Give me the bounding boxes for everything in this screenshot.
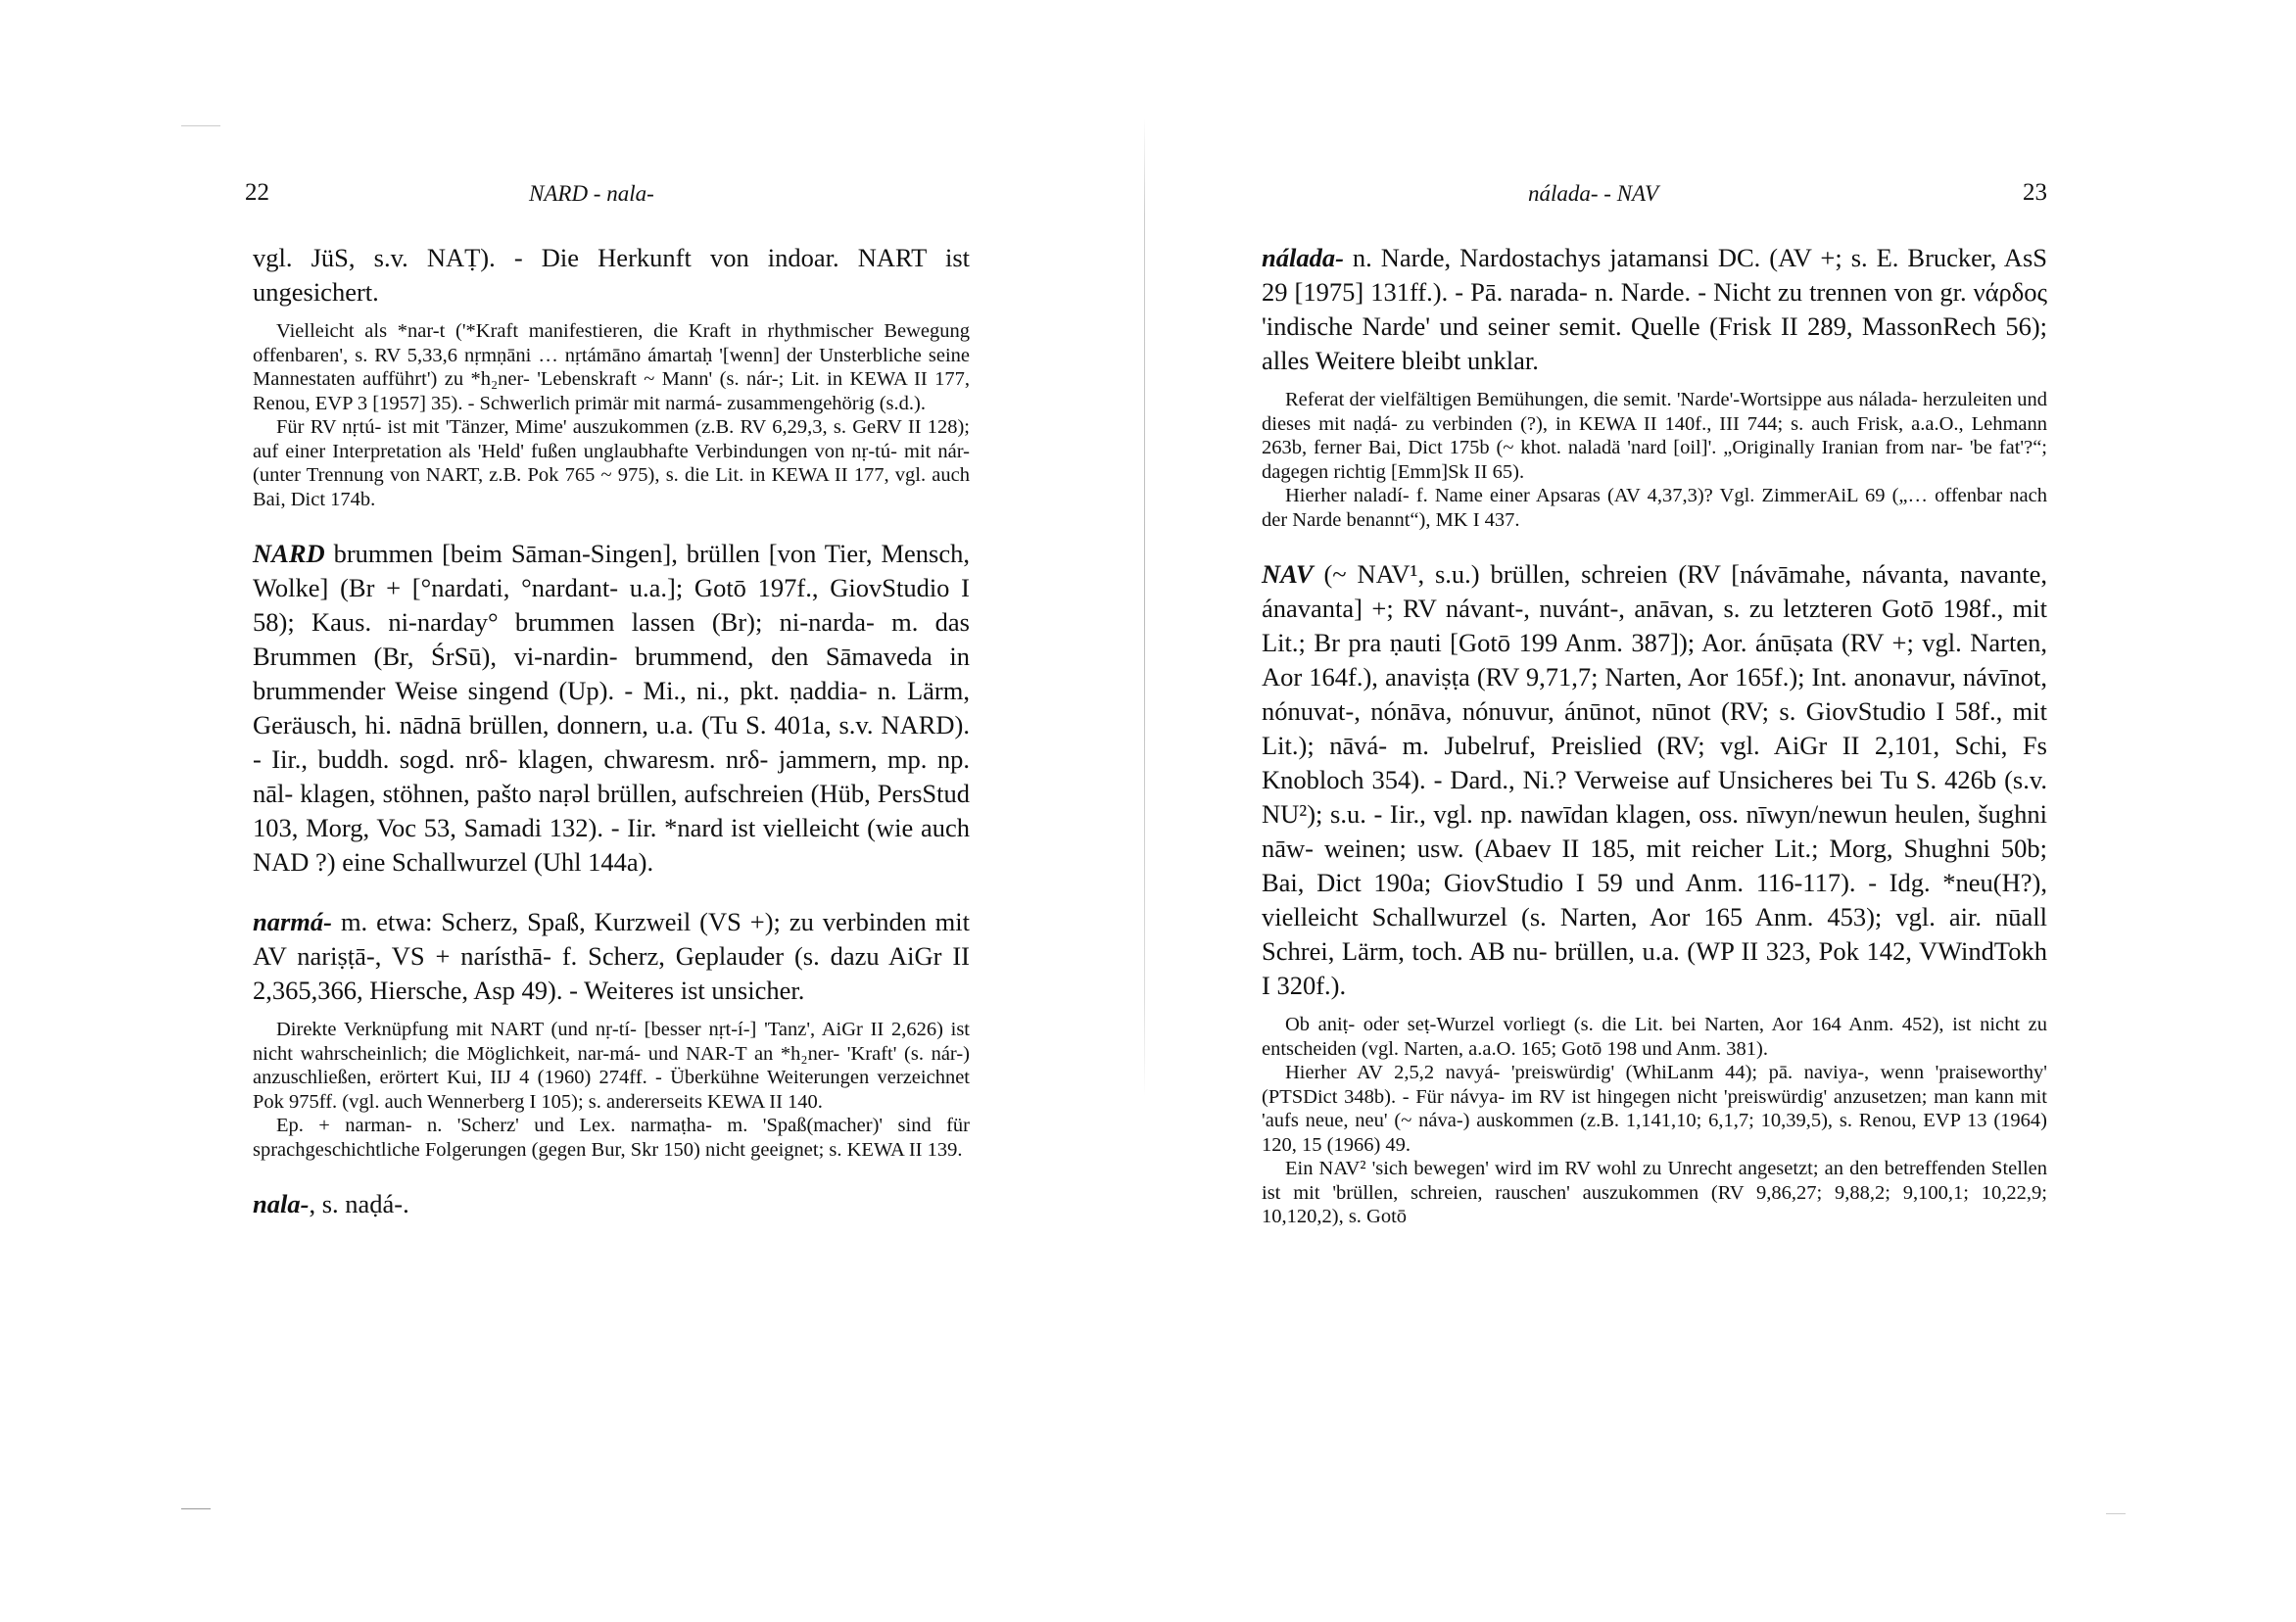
corner-mark	[181, 125, 220, 126]
right-column	[1254, 241, 2047, 1229]
running-head: NARD - nala-	[529, 181, 654, 206]
left-page-header	[245, 179, 970, 211]
note-paragraph: Direkte Verknüpfung mit NART (und nṛ-tí- [besser nṛt-í-] 'Tanz', AiGr II 2,626) ist nicht wahrscheinlich; die Möglichkeit, nar-má- und NAR-T an *h₂ner- 'Kraft' (s. nár-) anzuschließen, erörtert Kui, IIJ 4 (1960) 274ff. - Überkühne Weiterungen verzeichnet Pok 975ff. (vgl. auch Wennerberg I 105); s. andererseits KEWA II 140.	[253, 1019, 970, 1113]
entry-nala	[245, 1187, 970, 1221]
entry-nard	[245, 537, 970, 880]
page-fold	[1144, 118, 1145, 1097]
headword: NARD	[253, 539, 325, 568]
note-paragraph: Ob aniṭ- oder seṭ-Wurzel vorliegt (s. die Lit. bei Narten, Aor 164 Anm. 452), ist nicht zu entscheiden (vgl. Narten, a.a.O. 165; Gotō 198 und Anm. 381).	[1262, 1014, 2047, 1060]
note-paragraph: Ep. + narman- n. 'Scherz' und Lex. narmaṭha- m. 'Spaß(macher)' sind für sprachgeschichtliche Folgerungen (gegen Bur, Skr 150) nicht geeignet; s. KEWA II 139.	[253, 1115, 970, 1161]
entry-nav	[1254, 557, 2047, 1003]
entry-body: m. etwa: Scherz, Spaß, Kurzweil (VS +); zu verbinden mit AV nariṣṭā-, VS + narísthā- f. Scherz, Geplauder (s. dazu AiGr II 2,365,366, Hiersche, Asp 49). - Weiteres ist unsicher.	[253, 907, 971, 1005]
headword: nálada-	[1262, 243, 1344, 272]
note-paragraph: Für RV nṛtú- ist mit 'Tänzer, Mime' auszukommen (z.B. RV 6,29,3, s. GeRV II 128); auf einer Interpretation als 'Held' fußen unglaubhafte Verbindungen von nṛ-tú- mit nár- (unter Trennung von NART, z.B. Pok 765 ~ 975), s. die Lit. in KEWA II 177, vgl. auch Bai, Dict 174b.	[253, 416, 970, 510]
entry-body: n. Narde, Nardostachys jatamansi DC. (AV +; s. E. Brucker, AsS 29 [1975] 131ff.). - Pā. narada- n. Narde. - Nicht zu trennen von gr. νάρδος 'indische Narde' und seiner semit. Quelle (Frisk II 289, MassonRech 56); alles Weitere bleibt unklar.	[1262, 243, 2047, 375]
headword: narmá-	[253, 907, 332, 936]
corner-mark	[181, 1508, 211, 1509]
left-column	[245, 241, 970, 1221]
continuation-text: vgl. JüS, s.v. NAṬ). - Die Herkunft von indoar. NART ist ungesichert.	[253, 243, 970, 307]
note-paragraph: Vielleicht als *nar-t ('*Kraft manifestieren, die Kraft in rhythmischer Bewegung offenbaren', s. RV 5,33,6 nṛmṇāni … nṛtámāno ámartaḥ '[wenn] der Unsterbliche seine Mannestaten aufführt') zu *h₂ner- 'Lebenskraft ~ Mann' (s. nár-; Lit. in KEWA II 177, Renou, EVP 3 [1957] 35). - Schwerlich primär mit narmá- zusammengehörig (s.d.).	[253, 320, 970, 414]
running-head: nálada- - NAV	[1528, 181, 1659, 206]
right-page-header	[1254, 179, 2047, 211]
note-paragraph: Hierher naladí- f. Name einer Apsaras (AV 4,37,3)? Vgl. ZimmerAiL 69 („… offenbar nach der Narde benannt“), MK I 437.	[1262, 485, 2047, 531]
entry-body: brummen [beim Sāman-Singen], brüllen [von Tier, Mensch, Wolke] (Br + [°nardati, °nardant- u.a.]; Gotō 197f., GiovStudio I 58); Kaus. ni-narday° brummen lassen (Br); ni-narda- m. das Brummen (Br, ŚrSū), vi-nardin- brummend, den Sāmaveda in brummender Weise singend (Up). - Mi., ni., pkt. ṇaddia- n. Lärm, Geräusch, hi. nādnā brüllen, donnern, u.a. (Tu S. 401a, s.v. NARD). - Iir., buddh. sogd. nrδ- klagen, chwaresm. nrδ- jammern, mp. np. nāl- klagen, stöhnen, pašto naṛəl brüllen, aufschreien (Hüb, PersStud 103, Morg, Voc 53, Samadi 132). - Iir. *nard ist vielleicht (wie auch NAD ?) eine Schallwurzel (Uhl 144a).	[253, 539, 970, 877]
entry-nalada	[1254, 241, 2047, 378]
note-paragraph: Ein NAV² 'sich bewegen' wird im RV wohl zu Unrecht angesetzt; an den betreffenden Stellen ist mit 'brüllen, schreien, rauschen' auszukommen (RV 9,86,27; 9,88,2; 9,100,1; 10,22,9; 10,120,2), s. Gotō	[1262, 1158, 2047, 1227]
headword: nala-	[253, 1189, 310, 1218]
note-paragraph: Referat der vielfältigen Bemühungen, die semit. 'Narde'-Wortsippe aus nálada- herzuleiten und dieses mit naḍá- zu verbinden (?), in KEWA II 140f., III 744; s. auch Frisk, a.a.O., Lehmann 263b, ferner Bai, Dict 175b (~ khot. naladä 'nard [oil]'. „Originally Iranian from nar- 'be fat'?“; dagegen richtig [Emm]Sk II 65).	[1262, 389, 2047, 483]
right-page	[1254, 0, 2047, 1622]
page-number: 22	[245, 179, 269, 206]
entry-narma	[245, 905, 970, 1008]
corner-mark	[2106, 1513, 2126, 1514]
entry-body: , s. naḍá-.	[309, 1189, 409, 1218]
entry-body: (~ NAV¹, s.u.) brüllen, schreien (RV [návāmahe, návanta, navante, ánavanta] +; RV návant-, nuvánt-, anāvan, s. zu letzteren Gotō 198f., mit Lit.; Br pra ṇauti [Gotō 199 Anm. 387]); Aor. ánūṣata (RV +; vgl. Narten, Aor 164f.), anaviṣṭa (RV 9,71,7; Narten, Aor 165f.); Int. anonavur, návīnot, nónuvat-, nónāva, nónuvur, ánūnot, nūnot (RV; s. GiovStudio I 58f., mit Lit.); nāvá- m. Jubelruf, Preislied (RV; vgl. AiGr II 2,101, Schi, Fs Knobloch 354). - Dard., Ni.? Verweise auf Unsicheres bei Tu S. 426b (s.v. NU²); s.u. - Iir., vgl. np. nawīdan klagen, oss. nīwyn/newun heulen, šughni nāw- weinen; usw. (Abaev II 185, mit reicher Lit.; Morg, Shughni 50b; Bai, Dict 190a; GiovStudio I 59 und Anm. 116-117). - Idg. *neu(H?), vielleicht Schallwurzel (s. Narten, Aor 165 Anm. 453); vgl. air. nūall Schrei, Lärm, toch. AB nu- brüllen, u.a. (WP II 323, Pok 142, VWindTokh I 320f.).	[1262, 559, 2047, 1000]
headword: NAV	[1262, 559, 1314, 589]
note-paragraph: Hierher AV 2,5,2 navyá- 'preiswürdig' (WhiLanm 44); pā. naviya-, wenn 'praiseworthy' (PTSDict 348b). - Für návya- im RV ist hingegen nicht 'preiswürdig' anzusetzen; man kann mit 'aufs neue, neu' (~ náva-) auskommen (z.B. 1,141,10; 6,1,7; 10,39,5), s. Renou, EVP 13 (1964) 120, 15 (1966) 49.	[1262, 1062, 2047, 1156]
page-number: 23	[2023, 179, 2047, 206]
left-page	[245, 0, 970, 1622]
